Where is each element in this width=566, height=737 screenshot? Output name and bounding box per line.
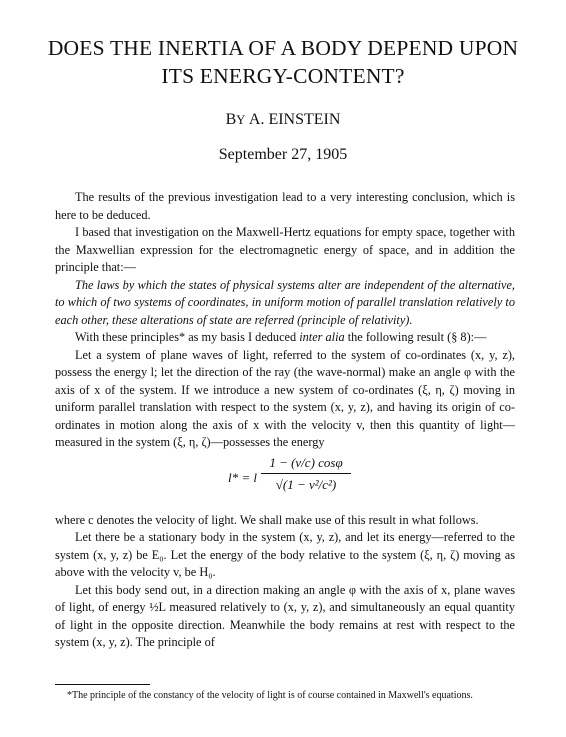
paragraph-4 — [55, 329, 515, 347]
paper-title: DOES THE INERTIA OF A BODY DEPEND UPON ITS ENERGY-CONTENT? — [47, 36, 519, 88]
energy-equation — [55, 452, 515, 512]
paragraph-5: Let a system of plane waves of light, referred to the system of co-ordinates (x, y, z), possess the energy l; let the direction of the ray (the wave-normal) make an angle φ with the axis of x of the system. If we introduce a new system of co-ordinates (ξ, η, ζ) moving in uniform parallel translation with respect to the system (x, y, z), and having its origin of co-ordinates in motion along the axis of x with the velocity v, then this quantity of light—measured in the system (ξ, η, ζ)—possesses the energy — [55, 347, 515, 449]
equation-denominator: √(1 − v²/c²) — [275, 477, 337, 492]
author-by: B — [225, 111, 237, 128]
paragraph-7: Let there be a stationary body in the system (x, y, z), and let its energy—referred to the system (x, y, z) be E₀. Let the energy of the body relative to the system (ξ, η, ζ) moving as above with the velocity v, be H₀. — [55, 530, 515, 579]
paragraph-4-start: With these principles* as my basis I deduced — [75, 330, 300, 344]
author-by-smallcaps: Y — [236, 113, 246, 127]
paragraph-2: I based that investigation on the Maxwell-Hertz equations for empty space, together with the Maxwellian expression for the electromagnetic energy of space, and in addition the principle that:— — [55, 225, 515, 274]
footnote-rule — [55, 684, 150, 685]
paragraph-6: where c denotes the velocity of light. We shall make use of this result in what follows. — [55, 512, 479, 527]
author-line — [0, 110, 566, 130]
author-name: A. EINSTEIN — [248, 111, 341, 128]
paper-date: September 27, 1905 — [218, 146, 348, 163]
equation-fraction — [261, 454, 351, 494]
paragraph-1: The results of the previous investigation lead to a very interesting conclusion, which is here to be deduced. — [55, 190, 515, 222]
inter-alia: inter alia — [299, 330, 345, 344]
footnote: *The principle of the constancy of the velocity of light is of course contained in Maxwell's equations. — [67, 690, 473, 701]
paper-body — [55, 189, 515, 652]
principle-of-relativity: The laws by which the states of physical systems alter are independent of the alternative, to which of two systems of coordinates, in uniform motion of parallel translation relatively to each other, these alterations of state are referred (principle of relativity). — [55, 277, 515, 327]
equation-lhs: l* = l — [228, 469, 257, 485]
equation-numerator: 1 − (v/c) cosφ — [261, 454, 351, 475]
paragraph-4-end: the following result (§ 8):— — [344, 330, 487, 344]
paragraph-8: Let this body send out, in a direction making an angle φ with the axis of x, plane waves of light, of energy ½L measured relatively to (x, y, z), and simultaneously an equal quantity of light in the opposite direction. Meanwhile the body remains at rest with respect to the system (x, y, z). The principle of — [55, 582, 515, 649]
